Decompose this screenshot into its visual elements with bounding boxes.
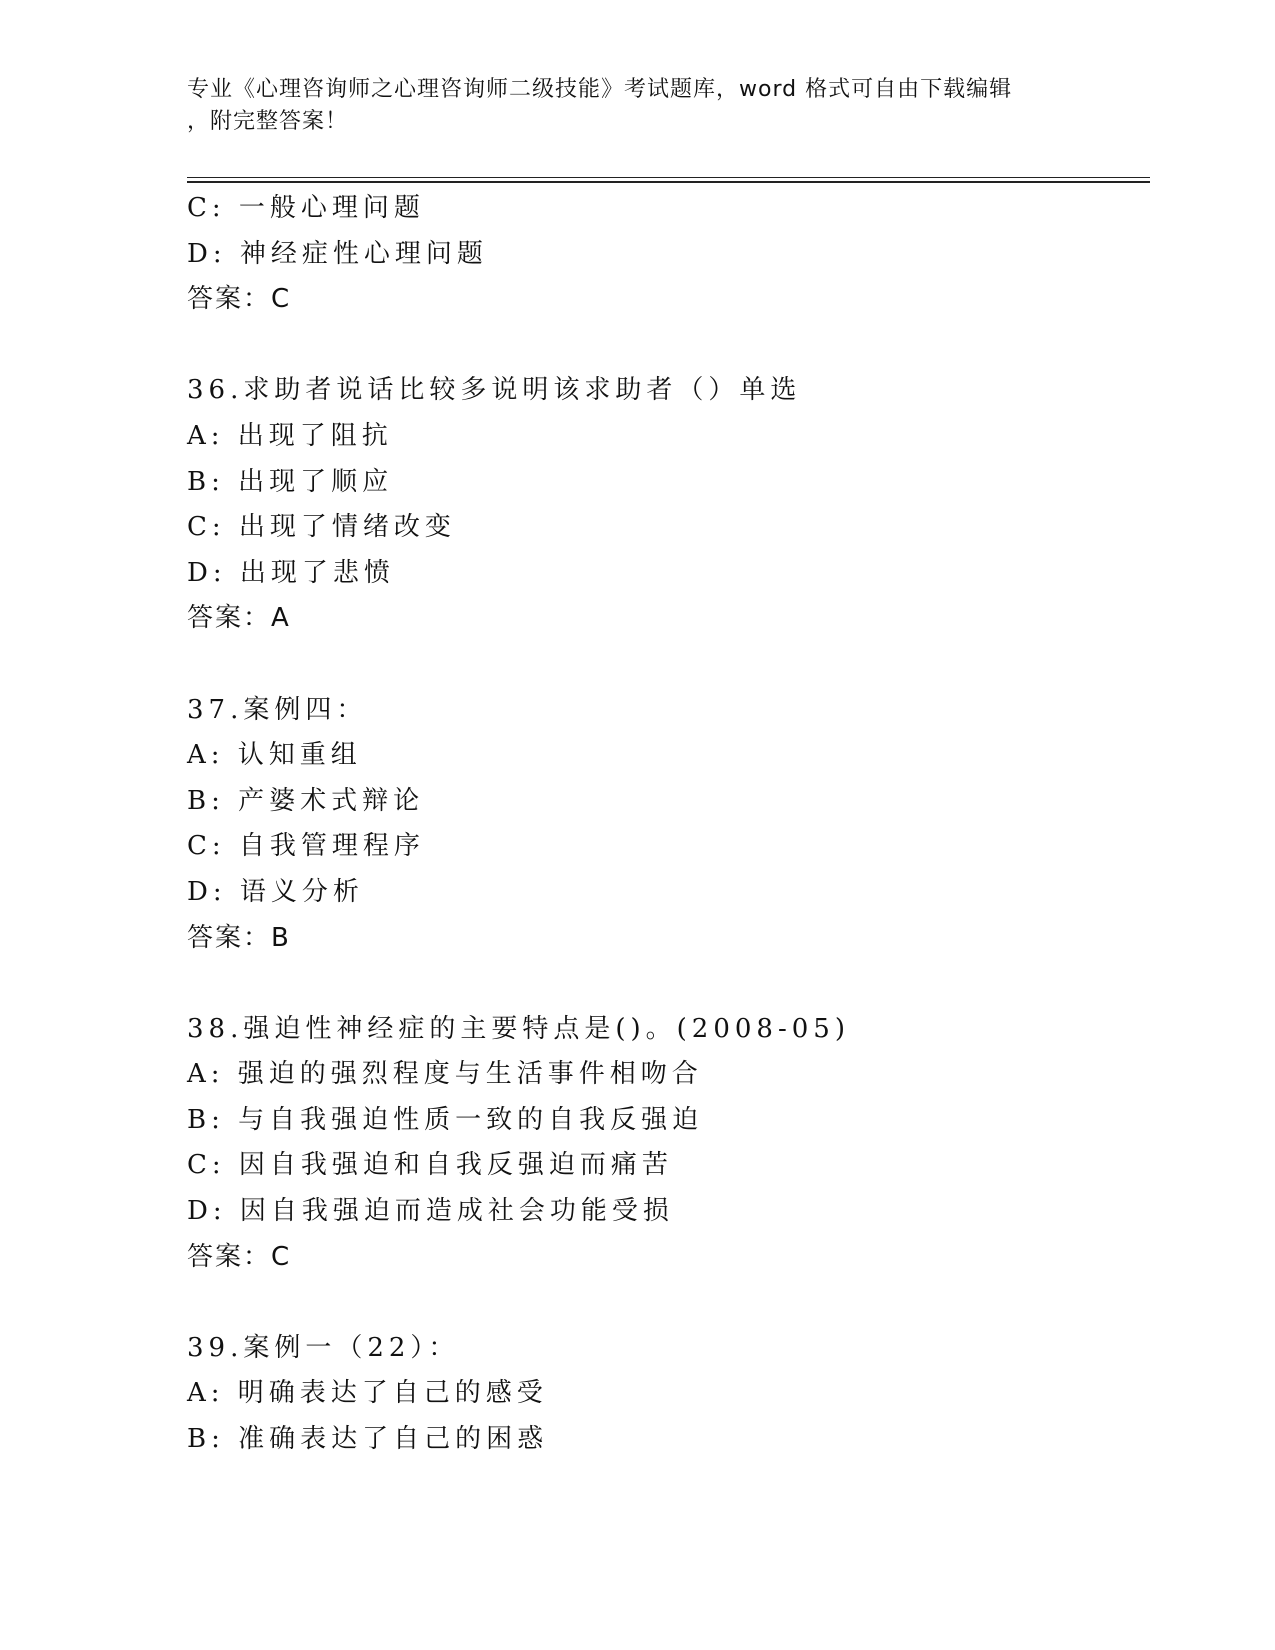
question-38 xyxy=(187,1007,1147,1281)
option-c: C: 自我管理程序 xyxy=(187,831,425,862)
question-36 xyxy=(187,368,1147,642)
question-stem: 38.强迫性神经症的主要特点是()。(2008-05) xyxy=(187,1013,850,1044)
question-35-continued xyxy=(187,186,1147,323)
header-rule-thick xyxy=(187,181,1150,183)
spacer xyxy=(187,1280,1147,1326)
option-b: B: 出现了顺应 xyxy=(187,466,394,497)
option-a: A: 认知重组 xyxy=(187,740,362,771)
spacer xyxy=(187,642,1147,688)
option-c: C: 因自我强迫和自我反强迫而痛苦 xyxy=(187,1150,673,1181)
document-header xyxy=(187,74,1087,138)
answer: 答案：A xyxy=(187,603,291,634)
header-line-2: ，附完整答案！ xyxy=(187,109,349,134)
option-d: D: 因自我强迫而造成社会功能受损 xyxy=(187,1196,674,1227)
option-a: A: 明确表达了自己的感受 xyxy=(187,1378,548,1409)
option-b: B: 准确表达了自己的困惑 xyxy=(187,1424,549,1455)
option-d: D: 神经症性心理问题 xyxy=(187,238,488,269)
option-a: A: 强迫的强烈程度与生活事件相吻合 xyxy=(187,1059,703,1090)
question-stem: 39.案例一（22）： xyxy=(187,1332,460,1363)
question-stem: 37.案例四： xyxy=(187,694,368,725)
spacer xyxy=(187,323,1147,369)
answer: 答案：C xyxy=(187,1241,292,1272)
option-d: D: 出现了悲愤 xyxy=(187,557,395,588)
header-line-1: 专业《心理咨询师之心理咨询师二级技能》考试题库，word 格式可自由下载编辑 xyxy=(187,77,1013,102)
option-c: C: 出现了情绪改变 xyxy=(187,512,456,543)
option-b: B: 与自我强迫性质一致的自我反强迫 xyxy=(187,1104,704,1135)
option-c: C: 一般心理问题 xyxy=(187,193,425,223)
header-rule-thin xyxy=(187,177,1150,178)
question-stem: 36.求助者说话比较多说明该求助者（）单选 xyxy=(187,375,802,406)
option-d: D: 语义分析 xyxy=(187,876,364,907)
option-a: A: 出现了阻抗 xyxy=(187,420,393,451)
question-list xyxy=(187,186,1147,1463)
answer: 答案：C xyxy=(187,284,292,315)
question-39 xyxy=(187,1326,1147,1463)
question-37 xyxy=(187,688,1147,962)
spacer xyxy=(187,961,1147,1007)
answer: 答案：B xyxy=(187,922,291,953)
option-b: B: 产婆术式辩论 xyxy=(187,785,425,816)
